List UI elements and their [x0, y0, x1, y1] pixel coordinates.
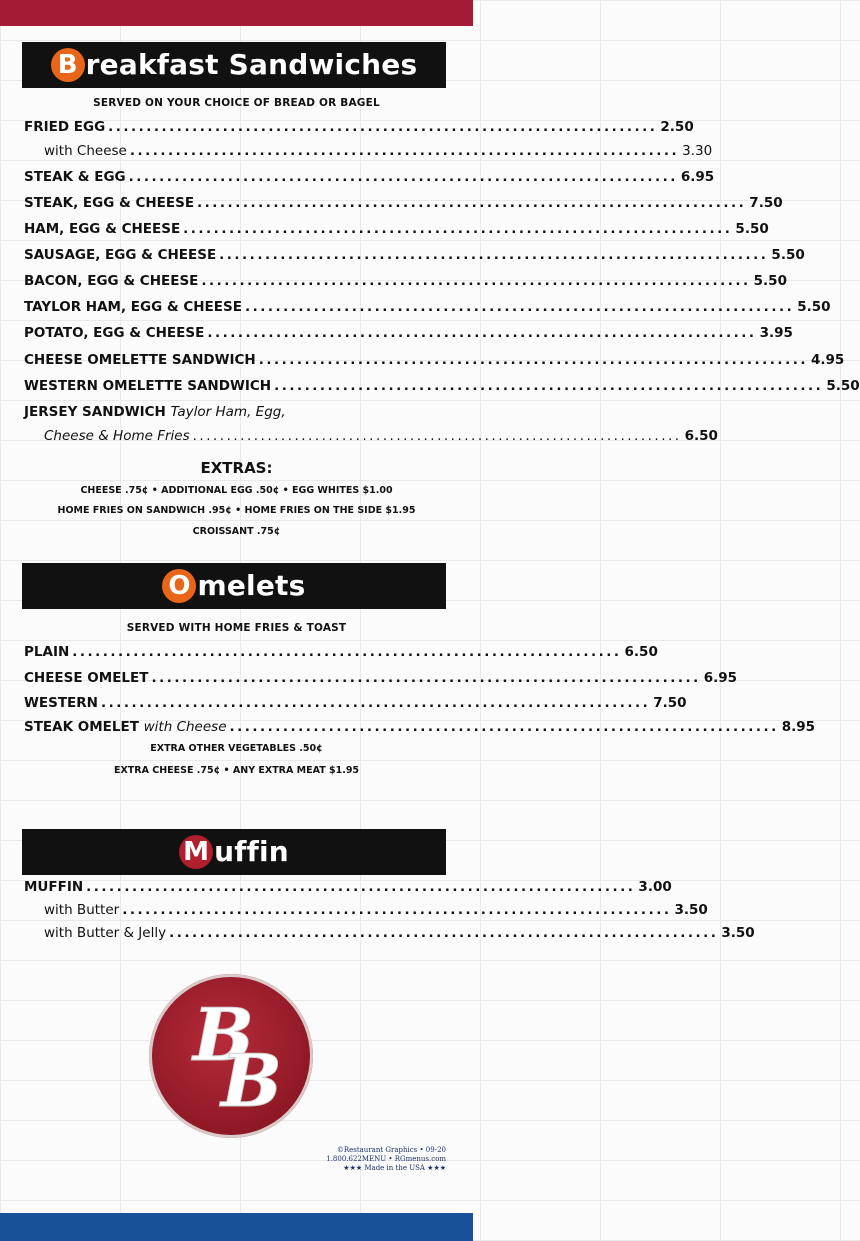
- menu-item: SAUSAGE, EGG & CHEESE ........................................................................ 5.50: [24, 247, 805, 263]
- printer-credit: ©Restaurant Graphics • 09-20 1.800.622MENU • RGmenus.com ★★★ Made in the USA ★★★: [326, 1146, 446, 1172]
- bb-monogram-icon: [149, 974, 313, 1138]
- breakfast-subtitle: SERVED ON YOUR CHOICE OF BREAD OR BAGEL: [93, 97, 380, 109]
- menu-item: FRIED EGG ........................................................................ 2.50: [24, 119, 694, 135]
- bb-logo: [149, 974, 313, 1138]
- menu-item: JERSEY SANDWICH Taylor Ham, Egg,: [24, 404, 286, 420]
- menu-item: MUFFIN ........................................................................ 3.00: [24, 879, 672, 895]
- menu-item: CHEESE OMELETTE SANDWICH ........................................................................ 4.95: [24, 352, 845, 368]
- omelets-subtitle: SERVED WITH HOME FRIES & TOAST: [126, 622, 347, 634]
- omelets-initial-badge: O: [162, 569, 196, 603]
- extras-title: EXTRAS:: [200, 459, 273, 477]
- menu-item: TAYLOR HAM, EGG & CHEESE ........................................................................ 5.50: [24, 299, 831, 315]
- menu-item: BACON, EGG & CHEESE ........................................................................ 5.50: [24, 273, 787, 289]
- menu-item: WESTERN ........................................................................ 7.50: [24, 695, 687, 711]
- breakfast-header: [22, 42, 446, 88]
- menu-item: PLAIN ........................................................................ 6.50: [24, 644, 658, 660]
- menu-item: POTATO, EGG & CHEESE ........................................................................ 3.95: [24, 325, 793, 341]
- top-color-band: [0, 0, 473, 26]
- svg-text:B: B: [193, 992, 254, 1077]
- menu-item: WESTERN OMELETTE SANDWICH ........................................................................ 5.50: [24, 378, 860, 394]
- menu-item: STEAK, EGG & CHEESE ........................................................................ 7.50: [24, 195, 783, 211]
- menu-item: STEAK OMELET with Cheese ........................................................................ 8.95: [24, 719, 816, 735]
- extras-line: HOME FRIES ON SANDWICH .95¢ • HOME FRIES ON THE SIDE $1.95: [57, 505, 416, 516]
- muffin-header: [22, 829, 446, 875]
- breakfast-initial-badge: B: [51, 48, 85, 82]
- svg-text:B: B: [221, 1038, 282, 1123]
- bottom-color-band: [0, 1213, 473, 1241]
- omelets-title: melets: [197, 569, 306, 602]
- omelets-header: [22, 563, 446, 609]
- menu-item: Cheese & Home Fries ........................................................................ 6.50: [44, 428, 718, 444]
- menu-item: CHEESE OMELET ........................................................................ 6.95: [24, 670, 738, 686]
- menu-item: with Butter ........................................................................ 3.50: [44, 902, 708, 918]
- menu-item: HAM, EGG & CHEESE ........................................................................ 5.50: [24, 221, 769, 237]
- menu-item: with Butter & Jelly ........................................................................ 3.50: [44, 925, 755, 941]
- muffin-title: uffin: [214, 835, 289, 868]
- menu-item: STEAK & EGG ........................................................................ 6.95: [24, 169, 715, 185]
- extras-line: CROISSANT .75¢: [192, 526, 281, 537]
- extras-line: EXTRA OTHER VEGETABLES .50¢: [150, 743, 323, 754]
- extras-line: CHEESE .75¢ • ADDITIONAL EGG .50¢ • EGG WHITES $1.00: [80, 485, 393, 496]
- menu-item: with Cheese ........................................................................ 3.30: [44, 143, 713, 159]
- breakfast-title: reakfast Sandwiches: [85, 48, 418, 81]
- extras-line: EXTRA CHEESE .75¢ • ANY EXTRA MEAT $1.95: [113, 765, 360, 776]
- muffin-initial-badge: M: [179, 835, 213, 869]
